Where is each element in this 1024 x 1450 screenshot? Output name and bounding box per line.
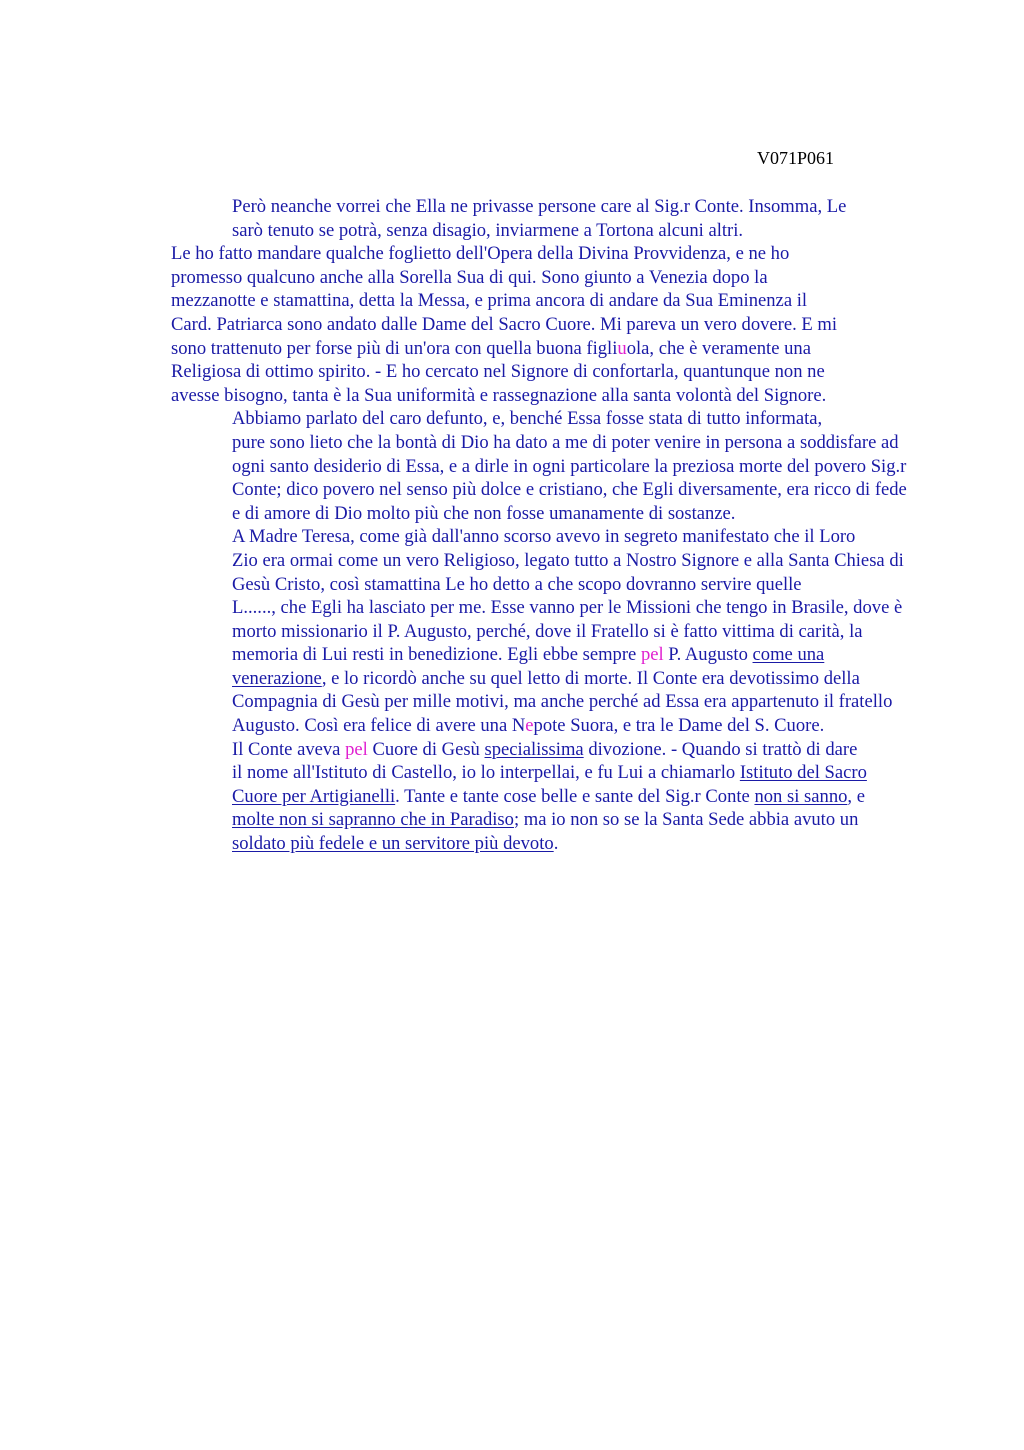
text-segment: . Tante e tante cose belle e sante del Sig.r Conte xyxy=(395,785,755,807)
text-segment: Gesù Cristo, così stamattina Le ho detto a che scopo dovranno servire quelle xyxy=(232,573,802,595)
text-line xyxy=(171,643,931,667)
text-segment: Augusto. Così era felice di avere una N xyxy=(232,715,526,737)
text-segment: divozione. - Quando si trattò di dare xyxy=(583,738,858,760)
text-segment: morto missionario il P. Augusto, perché, dove il Fratello si è fatto vittima di carità, la xyxy=(232,620,863,642)
text-line xyxy=(171,431,931,455)
underlined-text: Istituto del Sacro xyxy=(739,762,867,784)
text-segment: Abbiamo parlato del caro defunto, e, benché Essa fosse stata di tutto informata, xyxy=(232,408,823,430)
text-line xyxy=(171,525,931,549)
text-segment: Religiosa di ottimo spirito. - E ho cercato nel Signore di confortarla, quantunque non ne xyxy=(171,361,825,383)
paragraph xyxy=(171,738,931,856)
text-line xyxy=(171,808,931,832)
text-segment: pure sono lieto che la bontà di Dio ha dato a me di poter venire in persona a soddisfare ad xyxy=(232,431,899,453)
highlighted-text: u xyxy=(617,337,627,359)
text-segment: memoria di Lui resti in benedizione. Egli ebbe sempre xyxy=(232,644,641,666)
text-line xyxy=(171,714,931,738)
text-segment: il nome all'Istituto di Castello, io lo interpellai, e fu Lui a chiamarlo xyxy=(232,762,740,784)
text-line xyxy=(171,313,931,337)
text-segment: Compagnia di Gesù per mille motivi, ma anche perché ad Essa era appartenuto il fratello xyxy=(232,691,893,713)
underlined-text: molte non si sapranno che in Paradiso xyxy=(232,809,514,831)
text-line xyxy=(171,667,931,691)
text-segment: promesso qualcuno anche alla Sorella Sua di qui. Sono giunto a Venezia dopo la xyxy=(171,266,768,288)
text-segment: Conte; dico povero nel senso più dolce e cristiano, che Egli diversamente, era ricco di fede xyxy=(232,479,907,501)
page-identifier: V071P061 xyxy=(757,148,835,168)
text-segment: A Madre Teresa, come già dall'anno scorso avevo in segreto manifestato che il Loro xyxy=(232,526,856,548)
text-line xyxy=(171,690,931,714)
text-segment: P. Augusto xyxy=(663,644,753,666)
highlighted-text: pel xyxy=(345,738,368,760)
text-segment: Le ho fatto mandare qualche foglietto dell'Opera della Divina Provvidenza, e ne ho xyxy=(171,243,790,265)
text-segment: ogni santo desiderio di Essa, e a dirle in ogni particolare la preziosa morte del povero Sig.r xyxy=(232,455,907,477)
underlined-text: venerazione xyxy=(232,667,322,689)
text-line xyxy=(171,360,931,384)
paragraph xyxy=(171,525,931,737)
text-line xyxy=(171,384,931,408)
underlined-text: soldato più fedele e un servitore più devoto xyxy=(232,833,554,855)
text-segment: ola, che è veramente una xyxy=(626,337,811,359)
text-line xyxy=(171,549,931,573)
text-line xyxy=(171,478,931,502)
text-segment: , e lo ricordò anche su quel letto di morte. Il Conte era devotissimo della xyxy=(321,667,860,689)
text-segment: L......, che Egli ha lasciato per me. Esse vanno per le Missioni che tengo in Brasile, dove è xyxy=(232,597,903,619)
text-segment: sono trattenuto per forse più di un'ora con quella buona figli xyxy=(171,337,618,359)
text-line xyxy=(171,242,931,266)
text-segment: Zio era ormai come un vero Religioso, legato tutto a Nostro Signore e alla Santa Chiesa di xyxy=(232,549,904,571)
text-segment: Cuore di Gesù xyxy=(367,738,485,760)
text-line xyxy=(171,502,931,526)
letter-body xyxy=(171,195,931,856)
underlined-text: non si sanno xyxy=(754,785,848,807)
highlighted-text: pel xyxy=(640,644,664,666)
underlined-text: Cuore per Artigianelli xyxy=(232,785,396,807)
paragraph xyxy=(171,195,931,242)
text-line xyxy=(171,266,931,290)
text-segment: avesse bisogno, tanta è la Sua uniformità e rassegnazione alla santa volontà del Signore. xyxy=(171,384,827,406)
text-segment: . xyxy=(553,833,559,855)
text-line xyxy=(171,289,931,313)
text-line xyxy=(171,407,931,431)
text-line xyxy=(171,573,931,597)
text-line xyxy=(171,455,931,479)
text-segment: , e xyxy=(847,785,865,807)
text-line xyxy=(171,620,931,644)
text-line xyxy=(171,785,931,809)
text-segment: mezzanotte e stamattina, detta la Messa, e prima ancora di andare da Sua Eminenza il xyxy=(171,290,808,312)
text-line xyxy=(171,832,931,856)
text-line xyxy=(171,195,931,219)
paragraph xyxy=(171,242,931,407)
text-segment: Card. Patriarca sono andato dalle Dame del Sacro Cuore. Mi pareva un vero dovere. E mi xyxy=(171,313,838,335)
underlined-text: specialissima xyxy=(484,738,584,760)
text-line xyxy=(171,761,931,785)
text-segment: Il Conte aveva xyxy=(232,738,346,760)
text-line xyxy=(171,738,931,762)
highlighted-text: e xyxy=(525,715,534,737)
text-line xyxy=(171,337,931,361)
text-segment: pote Suora, e tra le Dame del S. Cuore. xyxy=(533,715,825,737)
text-segment: ; ma io non so se la Santa Sede abbia avuto un xyxy=(513,809,859,831)
text-line xyxy=(171,219,931,243)
text-line xyxy=(171,596,931,620)
text-segment: Però neanche vorrei che Ella ne privasse persone care al Sig.r Conte. Insomma, Le xyxy=(232,196,847,217)
text-segment: e di amore di Dio molto più che non fosse umanamente di sostanze. xyxy=(232,502,736,524)
paragraph xyxy=(171,407,931,525)
text-segment: sarò tenuto se potrà, senza disagio, inviarmene a Tortona alcuni altri. xyxy=(232,219,744,241)
underlined-text: come una xyxy=(752,644,825,666)
